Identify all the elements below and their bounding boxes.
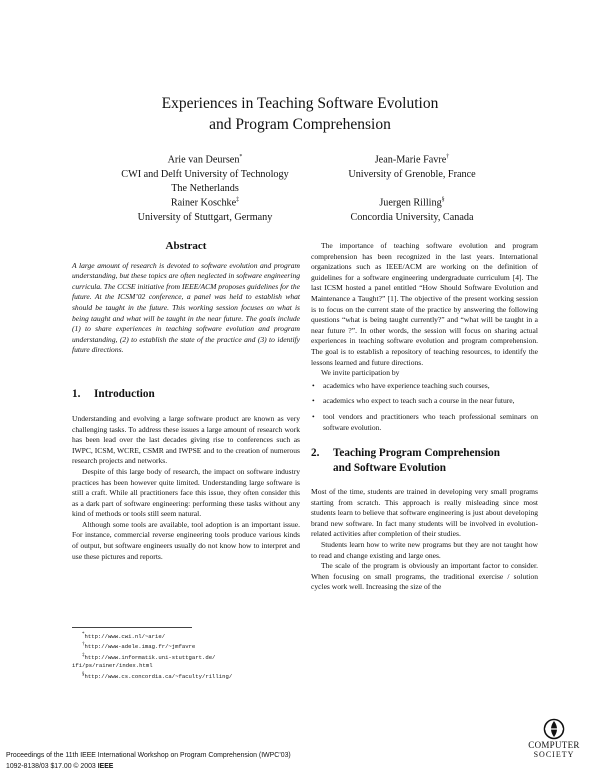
list-item: • academics who have experience teaching such courses, <box>311 381 538 392</box>
footnotes <box>72 631 300 681</box>
author-affiliation-country: The Netherlands <box>171 183 239 195</box>
footnote-url[interactable]: http://www.informatik.uni-stuttgart.de/ <box>84 653 216 661</box>
footnote-rule <box>72 627 192 628</box>
author-block-3 <box>105 193 305 225</box>
author-name: Jean-Marie Favre <box>374 154 447 166</box>
author-name: Arie van Deursen <box>167 154 240 166</box>
author-mark: ‡ <box>236 197 240 203</box>
section-title-line-2: and Software Evolution <box>333 462 446 475</box>
left-column <box>72 241 300 562</box>
ieee-label: IEEE <box>97 763 114 770</box>
author-affiliation: University of Stuttgart, Germany <box>137 211 273 223</box>
section-number: 2. <box>311 447 320 460</box>
paragraph: Despite of this large body of research, the impact on software industry practices has been however quite limited. Understanding large software is still a craft. While all practitioners face this issue, they often consider this as a dark part of software engineering: performing these tasks without any kind of methods or tools still seem natural. <box>72 466 300 519</box>
footnote-url-continued[interactable]: ifi/ps/rainer/index.html <box>72 662 153 670</box>
paper-title <box>0 93 600 135</box>
footnote-url[interactable]: http://www.cwi.nl/~arie/ <box>84 632 166 640</box>
paragraph: The importance of teaching software evolution and program comprehension has been recognized in the last years. International organizations such as IEEE/ACM are working on the definition of guidelines for a software engineering undergraduate curriculum [4]. The last ICSM hosted a panel entitled “How Should Software Evolution and Maintenance a Taught?” [1]. The objective of the present working session is to focus on the current state of the practice by answering the following questions “what is being taught currently?” and “what will be taught in a near future ?”. In other words, the session will focus on sharing actual experiences in teaching software evolution and program comprehension. The goal is to establish a repository of teaching resources, to identify the lessons learned and future directions. <box>311 241 538 367</box>
section-2-heading <box>311 446 538 476</box>
author-affiliation: Concordia University, Canada <box>350 211 474 223</box>
paragraph: The scale of the program is obviously an important factor to consider. When focusing on small programs, the traditional exercise / solution cycles work well. Increasing the size of the <box>311 561 538 592</box>
author-mark: † <box>446 154 450 160</box>
copyright-line: 1092-8138/03 $17.00 © 2003 <box>6 763 96 770</box>
author-mark: * <box>239 154 243 160</box>
bullet-list <box>311 381 538 433</box>
section-number: 1. <box>72 387 81 400</box>
author-block-2 <box>312 150 512 182</box>
right-column <box>311 241 538 593</box>
section-title-line-1: Teaching Program Comprehension <box>333 447 500 460</box>
author-block-4 <box>312 193 512 225</box>
author-mark: § <box>441 197 445 203</box>
footnote-url[interactable]: http://www.cs.concordia.ca/~faculty/rilling/ <box>84 672 233 680</box>
paragraph: Students learn how to write new programs but they are not taught how to read and change existing and large ones. <box>311 540 538 560</box>
abstract-text: A large amount of research is devoted to software evolution and program understanding, but these topics are often neglected in software engineering curricula. The CCSE initiative from IEEE/ACM proposes guidelines for the future. At the ICSM’02 conference, a panel was held to establish what should be taught in the future. This working session focuses on what is being taught and what will be taught in the near future. The goals include (1) to share experiences in teaching software evolution and program understanding, (2) to establish the state of the practice and (3) to identify future directions. <box>72 260 300 355</box>
footnote-mark: * <box>82 632 85 637</box>
footnote-mark: § <box>82 671 85 677</box>
proceedings-line: Proceedings of the 11th IEEE International Workshop on Program Comprehension (IWPC’03) <box>6 752 291 759</box>
author-affiliation: University of Grenoble, France <box>348 168 476 180</box>
paragraph: Most of the time, students are trained in developing very small programs starting from scratch. This approach is really misleading since most students learn to believe that software engineering is just about developing brand new software. In fact many students will be involved in evolution-related activities after completion of their studies. <box>311 487 538 539</box>
logo-word-computer: COMPUTER <box>528 740 580 750</box>
author-affiliation: CWI and Delft University of Technology <box>121 168 289 180</box>
list-item: • tool vendors and practitioners who teach professional seminars on software evolution. <box>311 412 538 433</box>
section-1-heading <box>72 387 300 402</box>
list-item: • academics who expect to teach such a course in the near future, <box>311 396 538 407</box>
paragraph: Although some tools are available, tool adoption is an important issue. For instance, commercial reverse engineering tools produce various kinds of output, but software engineers usually do not know how to interpret and use these pictures and reports. <box>72 519 300 561</box>
author-block-1 <box>105 150 305 197</box>
footnote-mark: ‡ <box>82 652 85 658</box>
paragraph: Understanding and evolving a large software product are known as very challenging tasks. To address these issues a large amount of research work has been lead over the last decades giving rise to conferences such as IWPC, ICSM, WCRE, CSMR and IWPSE and to the creation of numerous research projects and networks. <box>72 413 300 466</box>
footnote-url[interactable]: http://www-adele.imag.fr/~jmfavre <box>84 643 196 651</box>
author-name: Juergen Rilling <box>379 197 442 209</box>
computer-society-emblem-icon <box>542 718 566 740</box>
title-line-2: and Program Comprehension <box>209 116 391 133</box>
title-line-1: Experiences in Teaching Software Evolution <box>161 95 439 112</box>
section-title: Introduction <box>94 387 155 400</box>
paragraph: We invite participation by <box>321 368 400 378</box>
abstract-heading: Abstract <box>165 240 207 252</box>
footnote-mark: † <box>82 642 85 648</box>
author-name: Rainer Koschke <box>170 197 237 209</box>
logo-word-society: SOCIETY <box>533 750 575 759</box>
proceedings-footer <box>6 750 486 772</box>
computer-society-logo <box>518 718 590 770</box>
